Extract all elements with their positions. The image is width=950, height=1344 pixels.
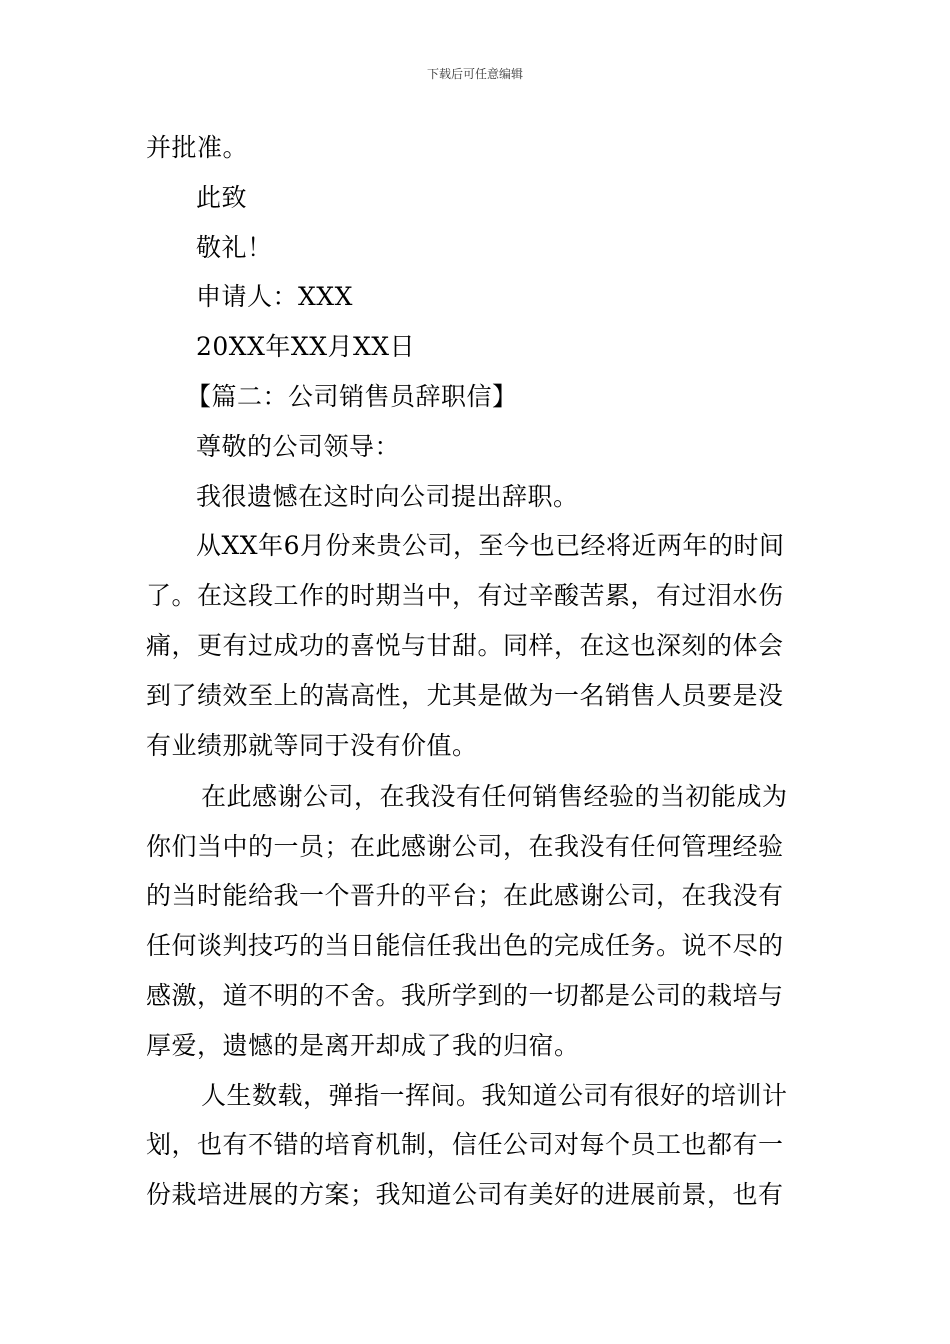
closing-regards: 敬礼！ xyxy=(196,232,273,262)
closing-salutation: 此致 xyxy=(196,182,248,212)
body-line: 份栽培进展的方案；我知道公司有美好的进展前景，也有 xyxy=(146,1180,784,1210)
body-line: 了。在这段工作的时期当中，有过辛酸苦累，有过泪水伤 xyxy=(146,581,784,611)
body-line: 的当时能给我一个晋升的平台；在此感谢公司，在我没有 xyxy=(146,881,784,911)
page-header: 下载后可任意编辑 xyxy=(426,67,523,81)
greeting-line: 尊敬的公司领导： xyxy=(196,431,401,461)
body-line: 划，也有不错的培育机制，信任公司对每个员工也都有一 xyxy=(146,1130,784,1160)
body-line: 有业绩那就等同于没有价值。 xyxy=(146,730,478,760)
body-line: 你们当中的一员；在此感谢公司，在我没有任何管理经验 xyxy=(146,831,784,861)
body-line: 到了绩效至上的嵩高性，尤其是做为一名销售人员要是没 xyxy=(146,680,784,710)
body-line: 我很遗憾在这时向公司提出辞职。 xyxy=(196,481,579,511)
body-line: 并批准。 xyxy=(146,133,249,162)
applicant-line: 申请人：XXX xyxy=(196,282,353,312)
document-body xyxy=(146,123,810,1220)
paragraph-start: 人生数载，弹指一挥间。我知道公司有很好的培训计 xyxy=(201,1080,788,1110)
body-line: 感激，道不明的不舍。我所学到的一切都是公司的栽培与 xyxy=(146,981,784,1011)
paragraph-start: 从XX年6月份来贵公司，至今也已经将近两年的时间 xyxy=(196,531,785,561)
body-line: 厚爱，遗憾的是离开却成了我的归宿。 xyxy=(146,1030,580,1060)
paragraph-start: 在此感谢公司，在我没有任何销售经验的当初能成为 xyxy=(201,781,788,811)
date-line: 20XX年XX月XX日 xyxy=(196,332,416,362)
section-heading: 【篇二：公司销售员辞职信】 xyxy=(186,381,518,411)
body-line: 任何谈判技巧的当日能信任我出色的完成任务。说不尽的 xyxy=(146,931,784,961)
body-line: 痛，更有过成功的喜悦与甘甜。同样，在这也深刻的体会 xyxy=(146,630,784,660)
